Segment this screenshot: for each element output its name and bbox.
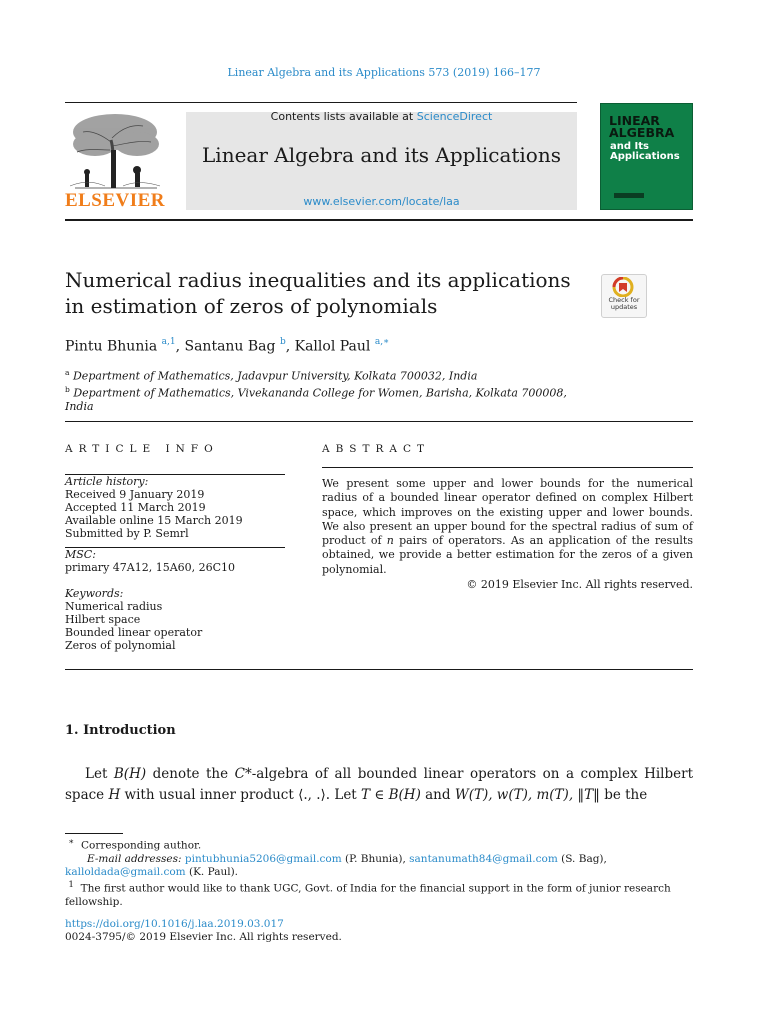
- keywords-block: [65, 587, 285, 652]
- affiliation-a: [65, 366, 705, 383]
- footnote-1: [65, 879, 695, 909]
- abstract-var-n: n: [386, 534, 394, 548]
- author-affiliation-mark[interactable]: a,1: [161, 337, 176, 347]
- intro-text: Let: [85, 766, 114, 782]
- abstract-copyright: © 2019 Elsevier Inc. All rights reserved.: [466, 578, 693, 591]
- footnote-mark: ∗: [68, 837, 75, 847]
- journal-citation[interactable]: Linear Algebra and its Applications 573 (2019) 166–177: [227, 66, 541, 79]
- email-link[interactable]: santanumath84@gmail.com: [409, 852, 558, 865]
- keyword: Hilbert space: [65, 613, 141, 626]
- keyword: Numerical radius: [65, 600, 163, 613]
- elsevier-tree-logo-icon: [65, 110, 165, 190]
- author-affiliation-mark[interactable]: a,∗: [374, 337, 390, 347]
- author-list: Pintu Bhunia $^{a,1}$, Santanu Bag $^b$, Kallol Paul $^{a,∗}$: [65, 337, 390, 355]
- affiliation-text: Department of Mathematics, Vivekananda College for Women, Barisha, Kolkata 700008, India: [65, 386, 567, 414]
- footnote-corresponding: [65, 836, 695, 853]
- info-top-rule: [65, 421, 693, 422]
- affiliation-mark: b: [65, 385, 70, 395]
- author-name: Santanu Bag: [184, 338, 276, 355]
- sciencedirect-link[interactable]: ScienceDirect: [416, 110, 493, 123]
- title-line-1: Numerical radius inequalities and its applications: [65, 268, 571, 292]
- section-heading-introduction: 1. Introduction: [65, 723, 176, 738]
- email-owner: (K. Paul).: [188, 866, 239, 879]
- history-item: Accepted 11 March 2019: [65, 501, 206, 514]
- abstract-text: [322, 477, 693, 577]
- cover-publisher-mark: [614, 193, 644, 198]
- footnote-rule: [65, 833, 123, 834]
- math-cstar: C*: [234, 766, 252, 782]
- header-bottom-rule: [65, 219, 693, 221]
- cover-subtitle: and Its Applications: [610, 141, 680, 162]
- abstract-rule: [322, 467, 693, 468]
- abstract-part: pairs of operators. As an application of the results obtained, we provide a better estimation for the zeros of a given polynomial.: [322, 534, 693, 576]
- title-line-2: in estimation of zeros of polynomials: [65, 294, 438, 318]
- article-info-heading: ARTICLE INFO: [65, 443, 219, 455]
- keywords-label: Keywords:: [65, 587, 124, 600]
- contents-prefix: Contents lists available at: [270, 110, 417, 123]
- intro-text: and: [420, 787, 455, 803]
- author-name: Pintu Bhunia: [65, 338, 158, 355]
- footnotes: [65, 833, 695, 909]
- math-t-in-bh: T ∈ B(H): [361, 787, 421, 803]
- abstract-part: We present some upper and lower bounds for the numerical radius of a bounded linear operator defined on complex Hilbert space, which improves on the existing upper and lower bounds. We also present an upper bound for the spectral radius of sum of product of: [322, 477, 693, 548]
- elsevier-wordmark: ELSEVIER: [64, 190, 166, 211]
- history-item: Received 9 January 2019: [65, 488, 205, 501]
- email-link[interactable]: pintubhunia5206@gmail.com: [184, 852, 342, 865]
- intro-text: denote the: [146, 766, 235, 782]
- intro-text: -algebra of all bounded linear operators on a complex Hilbert space: [65, 766, 694, 803]
- footnote-emails-cont: [65, 866, 695, 879]
- info-bottom-rule: [65, 669, 693, 670]
- email-owner: (S. Bag),: [561, 852, 607, 865]
- issn-line: 0024-3795/© 2019 Elsevier Inc. All rights reserved.: [65, 931, 342, 943]
- header-top-rule: [65, 102, 577, 103]
- history-item: Available online 15 March 2019: [65, 514, 243, 527]
- footnote-emails: [65, 853, 695, 866]
- journal-name: Linear Algebra and its Applications: [202, 143, 561, 167]
- author-name: Kallol Paul: [294, 338, 371, 355]
- article-title: [65, 267, 585, 319]
- affiliation-b: [65, 383, 575, 414]
- doi-link[interactable]: https://doi.org/10.1016/j.laa.2019.03.017: [65, 918, 284, 930]
- keyword: Bounded linear operator: [65, 626, 203, 639]
- author-affiliation-mark[interactable]: b: [279, 337, 286, 347]
- affiliation-text: Department of Mathematics, Jadavpur University, Kolkata 700032, India: [72, 369, 478, 383]
- email-label: E-mail addresses:: [87, 852, 182, 865]
- msc-block: [65, 547, 285, 574]
- footnote-mark: 1: [68, 880, 74, 891]
- msc-codes: primary 47A12, 15A60, 26C10: [65, 561, 236, 574]
- history-item: Submitted by P. Semrl: [65, 527, 189, 540]
- keyword: Zeros of polynomial: [65, 639, 176, 652]
- affiliation-mark: a: [65, 368, 70, 377]
- cover-title: LINEAR ALGEBRA: [609, 113, 675, 140]
- intro-text: with usual inner product ⟨., .⟩. Let: [120, 787, 362, 803]
- history-block: [65, 474, 285, 540]
- math-wt: W(T), w(T), m(T), ‖T‖: [454, 787, 600, 803]
- article-info: [65, 474, 285, 652]
- email-owner: (P. Bhunia),: [345, 852, 406, 865]
- check-updates-label: Check for updates: [608, 296, 640, 311]
- history-label: Article history:: [65, 475, 149, 488]
- footnote-text: The first author would like to thank UGC, Govt. of India for the financial support in the form of junior research fellowship.: [65, 882, 671, 909]
- journal-url-link[interactable]: www.elsevier.com/locate/laa: [303, 195, 460, 208]
- check-updates-icon: [612, 277, 634, 297]
- abstract-heading: ABSTRACT: [322, 443, 431, 455]
- intro-text: be the: [599, 787, 648, 803]
- msc-label: MSC:: [65, 548, 96, 561]
- email-link[interactable]: kalloldada@gmail.com: [65, 866, 186, 879]
- footnote-text: Corresponding author.: [80, 839, 202, 852]
- affiliations: [65, 366, 705, 414]
- math-h: H: [108, 787, 121, 803]
- contents-line: [186, 110, 577, 123]
- math-bh: B(H): [113, 766, 147, 782]
- introduction-paragraph: [65, 764, 693, 806]
